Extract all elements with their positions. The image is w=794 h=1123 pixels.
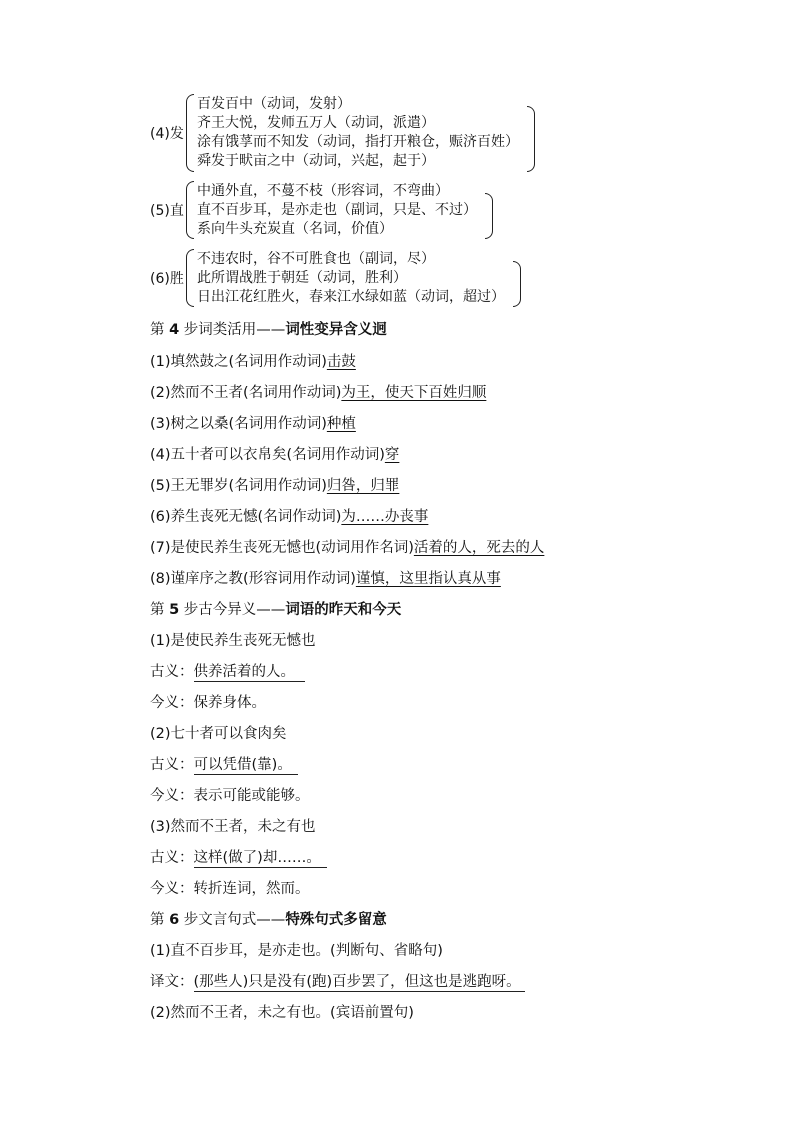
answer: 为王，使天下百姓归顺 [341,385,487,401]
answer: 供养活着的人。 [194,663,306,682]
step4-item: (4)五十者可以衣帛矣(名词用作动词)穿 [150,447,400,463]
step5-question: (2)七十者可以食肉矣 [150,726,287,742]
answer: 为……办丧事 [341,509,429,525]
answer: 归咎，归罪 [326,478,400,494]
step4-item: (3)树之以桑(名词用作动词)种植 [150,416,356,432]
step5-question: (1)是使民养生丧死无憾也 [150,633,316,649]
left-brace [186,181,194,239]
group-line: 涂有饿莩而不知发（动词，指打开粮仓，赈济百姓） [197,134,519,150]
group-line: 中通外直，不蔓不枝（形容词，不弯曲） [197,182,449,199]
left-brace [186,249,194,307]
answer: 击鼓 [326,354,356,370]
step4-item: (8)谨庠序之教(形容词用作动词)谨慎，这里指认真从事 [150,571,501,587]
answer: 穿 [384,447,400,463]
step4-item: (2)然而不王者(名词用作动词)为王，使天下百姓归顺 [150,385,487,401]
group-line: 百发百中（动词，发射） [197,96,351,112]
step4-item: (6)养生丧死无憾(名词作动词)为……办丧事 [150,509,429,525]
step5-gu: 古义：这样(做了)却……。 [150,848,327,868]
group-key: (5)直 [150,203,184,219]
group-line: 舜发于畎亩之中（动词，兴起，起于） [197,153,435,169]
group-line: 齐王大悦，发师五万人（动词，派遣） [197,115,435,131]
answer: 种植 [326,416,356,432]
left-brace [186,94,194,172]
answer: 可以凭借(靠)。 [194,756,298,775]
group-line: 日出江花红胜火，春来江水绿如蓝（动词，超过） [197,288,505,305]
group-lines [197,95,519,171]
group-lines [197,182,477,239]
step6-question: (2)然而不王者，未之有也。(宾语前置句) [150,1005,414,1021]
step5-question: (3)然而不王者，未之有也 [150,819,316,835]
right-brace [527,106,535,172]
group-key: (4)发 [150,126,184,142]
step5-gu: 古义：供养活着的人。 [150,662,305,682]
group-line: 系向牛头充炭直（名词，价值） [197,220,393,237]
brace-group-sheng [150,249,521,307]
right-brace [485,193,493,239]
step4-heading: 第 4 步词类活用——词性变异含义迥 [150,322,387,338]
step6-translation: 译文：(那些人)只是没有(跑)百步罢了，但这也是逃跑呀。 [150,972,525,992]
step5-jin: 今义：转折连词，然而。 [150,881,310,897]
step4-item: (5)王无罪岁(名词用作动词)归咎，归罪 [150,478,400,494]
group-line: 此所谓战胜于朝廷（动词，胜利） [197,269,407,286]
step5-gu: 古义：可以凭借(靠)。 [150,755,298,775]
step4-item: (1)填然鼓之(名词用作动词)击鼓 [150,354,356,370]
answer: 活着的人，死去的人 [413,540,545,556]
brace-group-fa [150,94,535,172]
step5-heading: 第 5 步古今异义——词语的昨天和今天 [150,602,402,618]
answer: 谨慎，这里指认真从事 [355,571,501,587]
step4-item: (7)是使民养生丧死无憾也(动词用作名词)活着的人，死去的人 [150,540,545,556]
right-brace [513,261,521,307]
step6-heading: 第 6 步文言句式——特殊句式多留意 [150,912,387,928]
step5-jin: 今义：表示可能或能够。 [150,788,310,804]
step6-question: (1)直不百步耳，是亦走也。(判断句、省略句) [150,943,443,959]
group-line: 直不百步耳，是亦走也（副词，只是、不过） [197,201,477,218]
answer: (那些人)只是没有(跑)百步罢了，但这也是逃跑呀。 [194,973,525,992]
answer: 这样(做了)却……。 [194,849,327,868]
group-line: 不违农时，谷不可胜食也（副词，尽） [197,250,435,267]
group-lines [197,250,505,307]
step5-jin: 今义：保养身体。 [150,695,266,711]
group-key: (6)胜 [150,271,184,287]
brace-group-zhi [150,181,493,239]
